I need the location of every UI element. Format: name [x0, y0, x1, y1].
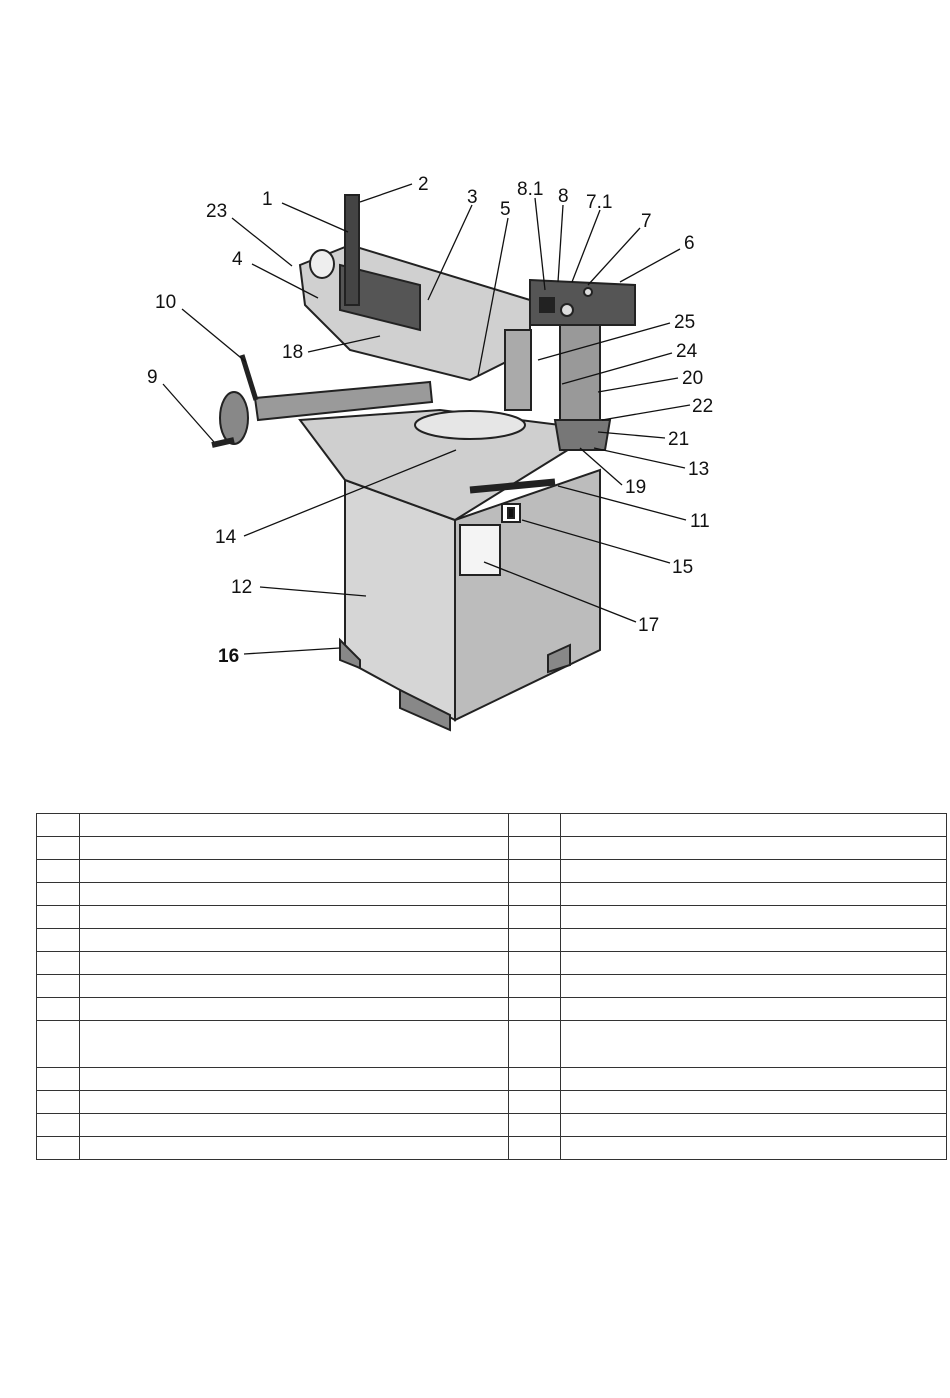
table-cell	[509, 929, 561, 952]
table-cell	[80, 1021, 509, 1068]
table-row	[37, 975, 947, 998]
table-cell	[37, 975, 80, 998]
leader-7-1	[572, 210, 600, 282]
table-cell	[561, 1091, 947, 1114]
leader-9	[163, 384, 214, 442]
column	[560, 325, 600, 420]
table-cell	[80, 1137, 509, 1160]
table-cell	[37, 837, 80, 860]
callout-1: 1	[262, 189, 273, 210]
callout-12: 12	[231, 577, 253, 598]
table-cell	[80, 860, 509, 883]
table-cell	[37, 1021, 80, 1068]
table-cell	[80, 906, 509, 929]
motor-housing	[555, 420, 610, 450]
table-cell	[37, 883, 80, 906]
leader-1	[282, 203, 348, 232]
table-cell	[80, 837, 509, 860]
table-row	[37, 952, 947, 975]
table-cell	[80, 883, 509, 906]
table-cell	[80, 975, 509, 998]
table-cell	[80, 1091, 509, 1114]
table-cell	[561, 837, 947, 860]
callout-13: 13	[688, 459, 710, 480]
table-row	[37, 883, 947, 906]
control-switch	[540, 298, 554, 312]
table-cell	[561, 1114, 947, 1137]
callout-20: 20	[682, 368, 704, 389]
leader-16	[244, 648, 340, 654]
leader-22	[602, 405, 690, 420]
table-cell	[80, 1068, 509, 1091]
table-cell	[561, 883, 947, 906]
table-cell	[561, 952, 947, 975]
leader-13	[594, 448, 685, 468]
table-cell	[509, 975, 561, 998]
table-cell	[509, 837, 561, 860]
table-cell	[80, 998, 509, 1021]
table-cell	[561, 814, 947, 837]
callout-7: 7	[641, 211, 652, 232]
table-row	[37, 1068, 947, 1091]
table-cell	[37, 1137, 80, 1160]
table-row	[37, 1137, 947, 1160]
leader-8	[558, 205, 563, 282]
table-cell	[509, 1137, 561, 1160]
table-row	[37, 837, 947, 860]
callout-15: 15	[672, 557, 694, 578]
table-cell	[561, 929, 947, 952]
table-cell	[509, 906, 561, 929]
callout-10: 10	[155, 292, 177, 313]
callout-23: 23	[206, 201, 228, 222]
table-cell	[80, 929, 509, 952]
table-cell	[561, 1137, 947, 1160]
leader-6	[620, 249, 680, 282]
table-cell	[37, 860, 80, 883]
table-row	[37, 814, 947, 837]
callout-8: 8	[558, 186, 569, 207]
table-cell	[561, 975, 947, 998]
callout-5: 5	[500, 199, 511, 220]
table-cell	[509, 1021, 561, 1068]
table-cell	[37, 814, 80, 837]
control-button	[561, 304, 573, 316]
table-cell	[37, 998, 80, 1021]
vise-lever	[242, 355, 256, 400]
table-cell	[509, 1068, 561, 1091]
leader-7	[588, 228, 640, 285]
callout-25: 25	[674, 312, 696, 333]
callout-2: 2	[418, 174, 429, 195]
switch	[508, 508, 514, 518]
callout-18: 18	[282, 342, 304, 363]
callout-19: 19	[625, 477, 647, 498]
table-cell	[561, 906, 947, 929]
control-button-2	[584, 288, 592, 296]
leader-10	[182, 309, 246, 362]
table-cell	[561, 860, 947, 883]
callout-8-1: 8.1	[517, 179, 544, 200]
instruction-plate	[460, 525, 500, 575]
coolant-bottle	[310, 250, 334, 278]
callout-17: 17	[638, 615, 660, 636]
callout-7-1: 7.1	[586, 192, 613, 213]
bow-handle	[345, 195, 359, 305]
table-cell	[37, 1091, 80, 1114]
callout-22: 22	[692, 396, 714, 417]
table-cell	[37, 952, 80, 975]
callout-6: 6	[684, 233, 695, 254]
table-row	[37, 860, 947, 883]
table-row	[37, 1091, 947, 1114]
table-cell	[509, 814, 561, 837]
table-cell	[37, 929, 80, 952]
table-row	[37, 929, 947, 952]
table-cell	[509, 883, 561, 906]
callout-14: 14	[215, 527, 237, 548]
table-cell	[509, 1114, 561, 1137]
callout-4: 4	[232, 249, 243, 270]
leader-25	[538, 323, 670, 360]
callout-9: 9	[147, 367, 158, 388]
table-cell	[80, 814, 509, 837]
callout-24: 24	[676, 341, 698, 362]
parts-table	[36, 813, 947, 1160]
table-cell	[37, 1068, 80, 1091]
callout-3: 3	[467, 187, 478, 208]
leader-2	[360, 184, 412, 202]
table-row	[37, 906, 947, 929]
table-row	[37, 998, 947, 1021]
turntable	[415, 411, 525, 439]
leader-8-1	[535, 198, 545, 290]
blade-guide-arm	[505, 330, 531, 410]
table-cell	[509, 1091, 561, 1114]
callout-11: 11	[690, 511, 710, 532]
table-cell	[561, 998, 947, 1021]
table-cell	[37, 1114, 80, 1137]
table-row	[37, 1114, 947, 1137]
table-cell	[509, 952, 561, 975]
table-cell	[509, 998, 561, 1021]
table-cell	[561, 1021, 947, 1068]
table-cell	[509, 860, 561, 883]
table-cell	[37, 906, 80, 929]
leader-20	[598, 378, 678, 392]
base-cabinet-front	[345, 480, 455, 720]
table-cell	[80, 952, 509, 975]
table-cell	[561, 1068, 947, 1091]
handwheel	[220, 392, 248, 444]
table-row	[37, 1021, 947, 1068]
callout-21: 21	[668, 429, 690, 450]
table-cell	[80, 1114, 509, 1137]
callout-16: 16	[218, 646, 240, 667]
